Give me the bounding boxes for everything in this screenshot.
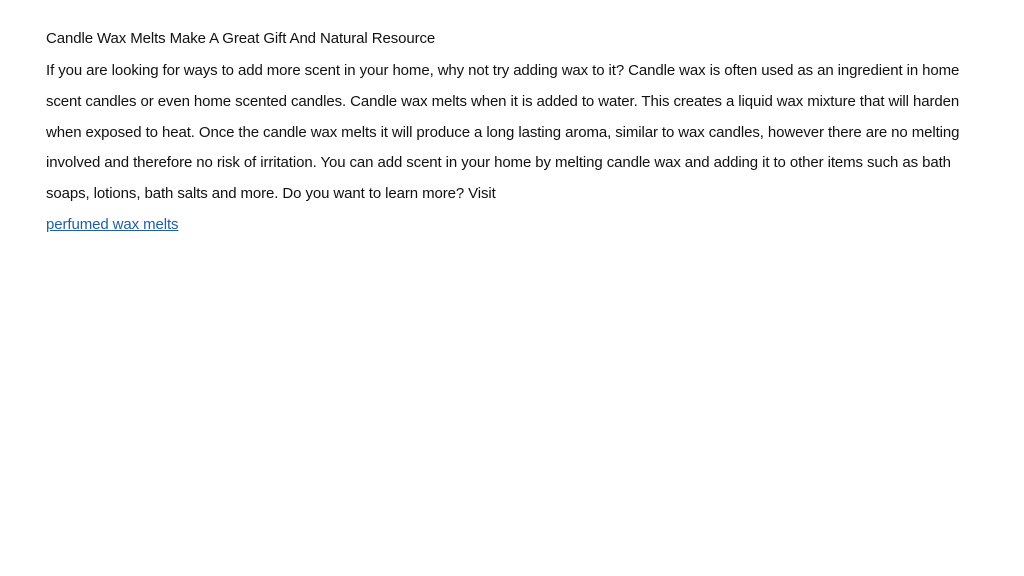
paragraph-text: If you are looking for ways to add more scent in your home, why not try adding wax to it? Candle wax is often used as an ingredient in home scent candles or even home scented candles. Candle wax melts when it is added to water. This creates a liquid wax mixture that will harden when exposed to heat. Once the candle wax melts it will produce a long lasting aroma, similar to wax candles, however there are no melting involved and therefore no risk of irritation. You can add scent in your home by melting candle wax and adding it to other items such as bath soaps, lotions, bath salts and more. Do you want to learn more? Visit [46,62,960,203]
document-title: Candle Wax Melts Make A Great Gift And Natural Resource [46,30,436,47]
document-paragraph [46,56,966,241]
document-page [46,28,966,241]
perfumed-wax-melts-link[interactable]: perfumed wax melts [46,215,179,233]
